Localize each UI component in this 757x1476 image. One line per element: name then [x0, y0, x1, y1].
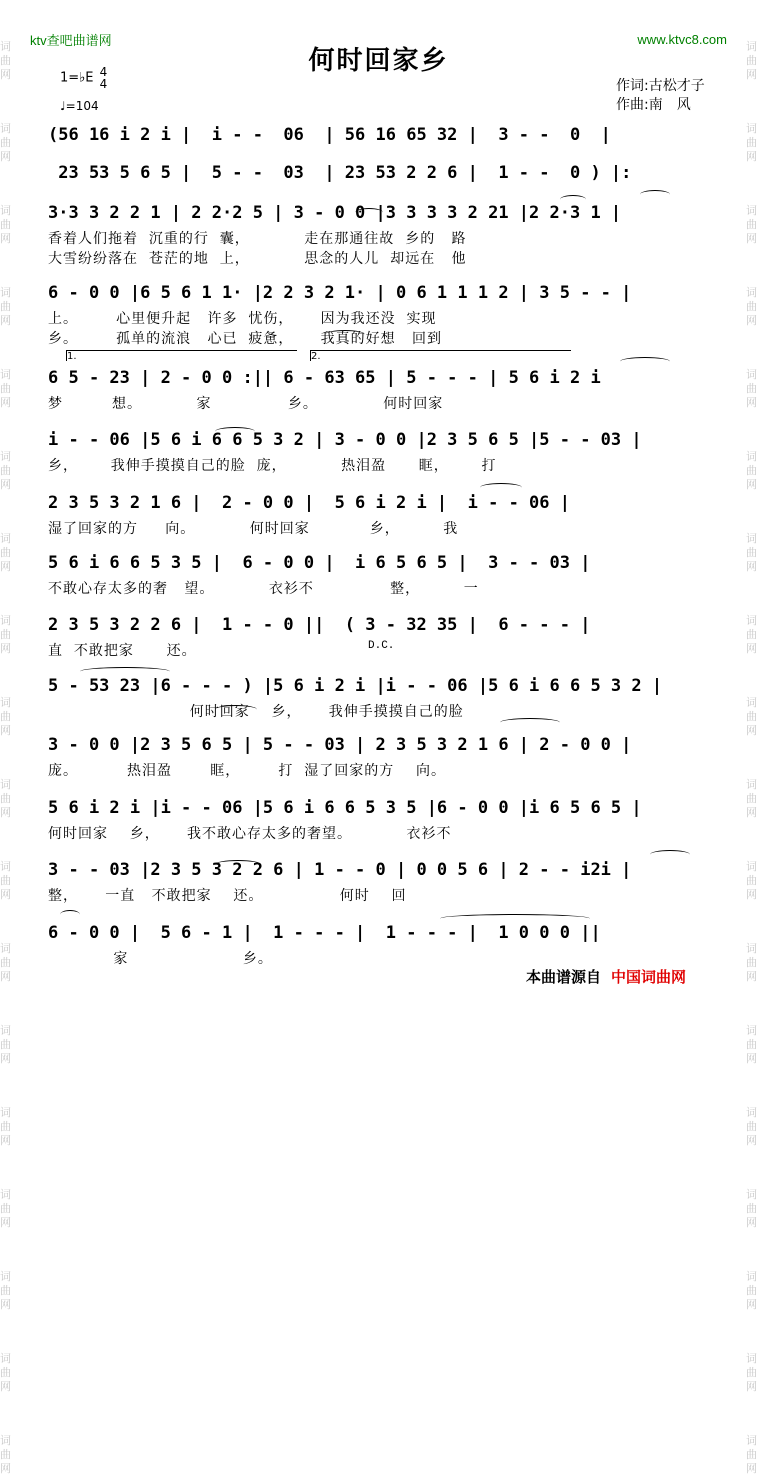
notation-line: 6 5 - 23 | 2 - 0 0 :|| 6 - 63 65 | 5 - - - | 5 6 i 2 i	[48, 368, 601, 388]
score-system	[48, 200, 720, 267]
tempo-marking: ♩=104	[60, 99, 99, 113]
notation-line: 5 6 i 2 i |i - - 06 |5 6 i 6 6 5 3 5 |6 - 0 0 |i 6 5 6 5 |	[48, 798, 642, 818]
notation-line: 5 6 i 6 6 5 3 5 | 6 - 0 0 | i 6 5 6 5 | 3 - - 03 |	[48, 553, 591, 573]
lyric-line-1: 庞。 热泪盈 眶， 打 湿了回家的方 向。	[48, 763, 447, 779]
lyric-line-2: 大雪纷纷落在 苍茫的地 上， 思念的人儿 却远在 他	[48, 251, 467, 267]
composer: 作曲:南 风	[616, 97, 691, 113]
volta-second-ending: 2.	[310, 350, 571, 361]
slur-mark	[215, 427, 255, 436]
notation-line: 5 - 53 23 |6 - - - ) |5 6 i 2 i |i - - 06 |5 6 i 6 6 5 3 2 |	[48, 676, 663, 696]
side-watermark-right: 词曲网 词曲网 词曲网 词曲网 词曲网 词曲网 词曲网 词曲网 词曲网 词曲网 词曲网 词曲网 词曲网 词曲网 词曲网 词曲网 词曲网 词曲网	[746, 40, 757, 1475]
key-signature	[60, 66, 107, 90]
time-signature	[100, 66, 108, 90]
score-system	[48, 280, 720, 347]
score-system	[48, 490, 720, 550]
notation-line: 23 53 5 6 5 | 5 - - 03 | 23 53 2 2 6 | 1 - - 0 ) |:	[48, 163, 632, 183]
score-system	[48, 732, 720, 792]
slur-mark	[560, 195, 586, 204]
dc-marking: D.C.	[368, 640, 395, 652]
site-url-right: www.ktvc8.com	[637, 32, 727, 47]
score-system	[48, 673, 720, 733]
source-note	[526, 966, 686, 987]
lyric-line-1: 直 不敢把家 还。	[48, 643, 197, 659]
source-site: 中国词曲网	[611, 968, 687, 986]
lyric-line-1: 香着人们拖着 沉重的行 囊， 走在那通往故 乡的 路	[48, 231, 467, 247]
slur-mark	[640, 190, 670, 199]
notation-line: 2 3 5 3 2 1 6 | 2 - 0 0 | 5 6 i 2 i | i - - 06 |	[48, 493, 570, 513]
slur-mark	[325, 330, 365, 339]
key-label: 1=♭E	[60, 70, 94, 86]
notation-line: 3 - - 03 |2 3 5 3 2 2 6 | 1 - - 0 | 0 0 5 6 | 2 - - i2i |	[48, 860, 632, 880]
lyricist: 作词:古松才子	[616, 78, 705, 94]
slur-mark	[500, 718, 560, 727]
lyric-line-1: 家 乡。	[48, 951, 273, 967]
slur-mark	[620, 357, 670, 366]
slur-mark	[480, 483, 522, 492]
slur-mark	[80, 667, 170, 676]
score-system	[48, 365, 720, 425]
lyric-line-1: 上。 心里便升起 许多 忧伤， 因为我还没 实现	[48, 311, 437, 327]
site-name-left: ktv查吧曲谱网	[30, 33, 112, 48]
slur-mark	[215, 705, 257, 714]
slur-mark	[355, 208, 383, 217]
score-system	[48, 795, 720, 855]
slur-mark	[440, 914, 590, 923]
notation-line: 2 3 5 3 2 2 6 | 1 - - 0 || ( 3 - 32 35 | 6 - - - |	[48, 615, 591, 635]
lyric-line-1: 梦 想。 家 乡。 何时回家	[48, 396, 444, 412]
source-label: 本曲谱源自	[526, 968, 602, 986]
lyric-line-1: 不敢心存太多的奢 望。 衣衫不 整， 一	[48, 581, 479, 597]
lyric-line-1: 何时回家 乡， 我不敢心存太多的奢望。 衣衫不	[48, 826, 452, 842]
lyric-line-2: 乡。 孤单的流浪 心已 疲惫， 我真的好想 回到	[48, 331, 443, 347]
score-system	[48, 427, 720, 487]
notation-line: (56 16 i 2 i | i - - 06 | 56 16 65 32 | 3 - - 0 |	[48, 125, 611, 145]
notation-line: i - - 06 |5 6 i 6 6 5 3 2 | 3 - 0 0 |2 3 5 6 5 |5 - - 03 |	[48, 430, 642, 450]
notation-line: 6 - 0 0 | 5 6 - 1 | 1 - - - | 1 - - - | 1 0 0 0 ||	[48, 923, 601, 943]
lyric-line-1: 湿了回家的方 向。 何时回家 乡， 我	[48, 521, 459, 537]
volta-first-ending: 1.	[66, 350, 297, 361]
notation-line: 3 - 0 0 |2 3 5 6 5 | 5 - - 03 | 2 3 5 3 2 1 6 | 2 - 0 0 |	[48, 735, 632, 755]
slur-mark	[60, 910, 80, 919]
time-bottom: 4	[99, 77, 108, 91]
lyric-line-1: 何时回家 乡， 我伸手摸摸自己的脸	[48, 704, 464, 720]
side-watermark-left: 词曲网 词曲网 词曲网 词曲网 词曲网 词曲网 词曲网 词曲网 词曲网 词曲网 词曲网 词曲网 词曲网 词曲网 词曲网 词曲网 词曲网 词曲网	[0, 40, 11, 1475]
slur-mark	[650, 850, 690, 859]
lyric-line-1: 乡， 我伸手摸摸自己的脸 庞， 热泪盈 眶， 打	[48, 458, 497, 474]
score-system	[48, 857, 720, 917]
notation-line: 3·3 3 2 2 1 | 2 2·2 5 | 3 - 0 0 |3 3 3 3 2 21 |2 2·3 1 |	[48, 203, 622, 223]
lyric-line-1: 整， 一直 不敢把家 还。 何时 回	[48, 888, 407, 904]
time-top: 4	[99, 65, 108, 79]
credits	[616, 77, 705, 115]
score-system	[48, 550, 720, 610]
notation-line: 6 - 0 0 |6 5 6 1 1· |2 2 3 2 1· | 0 6 1 1 1 2 | 3 5 - - |	[48, 283, 632, 303]
slur-mark	[215, 860, 261, 869]
song-title: 何时回家乡	[308, 46, 449, 76]
